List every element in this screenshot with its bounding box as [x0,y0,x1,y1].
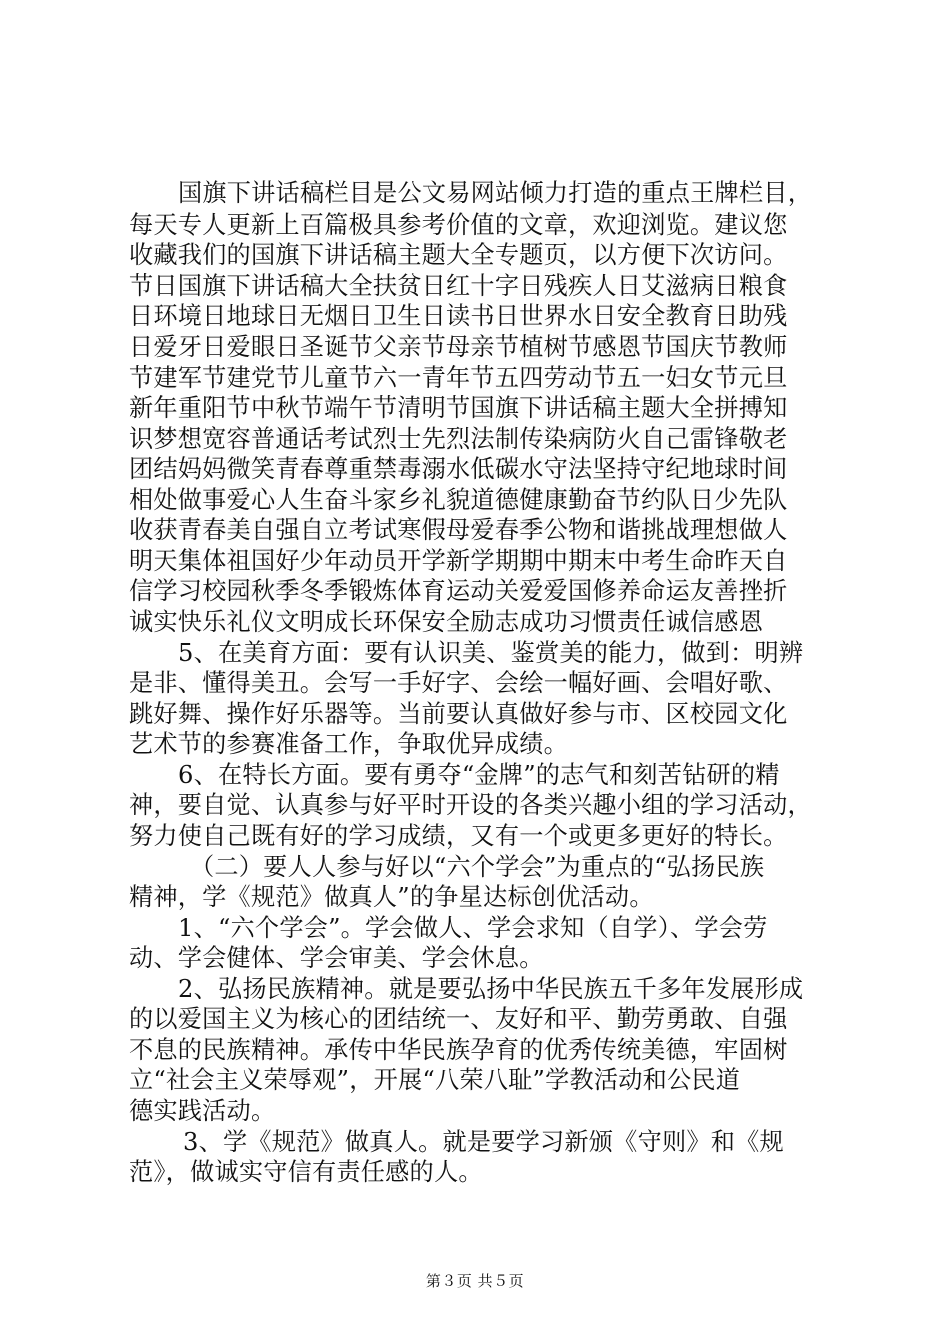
paragraph-line: 2、弘扬民族精神。就是要弘扬中华民族五千多年发展形成 [178,975,804,1003]
paragraph-line: 节建军节建党节儿童节六一青年节五四劳动节五一妇女节元旦 [129,364,788,392]
paragraph-line: 收获青春美自强自立考试寒假母爱春季公物和谐挑战理想做人 [129,516,788,544]
paragraph-line: 精神，学《规范》做真人”的争星达标创优活动。 [129,883,654,911]
paragraph-line: 德实践活动。 [129,1097,276,1125]
paragraph-line: 相处做事爱心人生奋斗家乡礼貌道德健康勤奋节约队日少先队 [129,486,788,514]
paragraph-line: 日环境日地球日无烟日卫生日读书日世界水日安全教育日助残 [129,302,788,330]
paragraph-line: 新年重阳节中秋节端午节清明节国旗下讲话稿主题大全拼搏知 [129,394,788,422]
paragraph-line: 每天专人更新上百篇极具参考价值的文章，欢迎浏览。建议您 [129,211,788,239]
paragraph-line: 的以爱国主义为核心的团结统一、友好和平、勤劳勇敢、自强 [129,1005,788,1033]
paragraph-line: 动、学会健体、学会审美、学会休息。 [129,944,544,972]
paragraph-line: 是非、懂得美丑。会写一手好字、会绘一幅好画、会唱好歌、 [129,669,788,697]
paragraph-line: 1、“六个学会”。学会做人、学会求知（自学）、学会劳 [178,914,768,942]
paragraph-line: 国旗下讲话稿栏目是公文易网站倾力打造的重点王牌栏目， [178,179,813,207]
paragraph-line: 不息的民族精神。承传中华民族孕育的优秀传统美德，牢固树 [129,1036,788,1064]
paragraph-line: 范》，做诚实守信有责任感的人。 [129,1158,483,1186]
paragraph-line: 立“社会主义荣辱观”，开展“八荣八耻”学教活动和公民道 [129,1066,741,1094]
paragraph-line: 明天集体祖国好少年动员开学新学期期中期末中考生命昨天自 [129,547,788,575]
paragraph-line: 识梦想宽容普通话考试烈士先烈法制传染病防火自己雷锋敬老 [129,425,788,453]
paragraph-line: 3、学《规范》做真人。就是要学习新颁《守则》和《规 [183,1128,784,1156]
page-number-footer: 第３页 共５页 [425,1272,525,1290]
paragraph-line: 收藏我们的国旗下讲话稿主题大全专题页，以方便下次访问。 [129,241,788,269]
paragraph-line: 跳好舞、操作好乐器等。当前要认真做好参与市、区校园文化 [129,700,788,728]
paragraph-line: 团结妈妈微笑青春尊重禁毒溺水低碳水守法坚持守纪地球时间 [129,455,788,483]
paragraph-line: 神，要自觉、认真参与好平时开设的各类兴趣小组的学习活动， [129,791,812,819]
paragraph-line: 5、在美育方面：要有认识美、鉴赏美的能力，做到：明辨 [178,639,804,667]
paragraph-line: （二）要人人参与好以“六个学会”为重点的“弘扬民族 [190,853,765,881]
paragraph-line: 信学习校园秋季冬季锻炼体育运动关爱爱国修养命运友善挫折 [129,577,788,605]
paragraph-line: 节日国旗下讲话稿大全扶贫日红十字日残疾人日艾滋病日粮食 [129,272,788,300]
paragraph-line: 艺术节的参赛准备工作，争取优异成绩。 [129,730,568,758]
paragraph-line: 日爱牙日爱眼日圣诞节父亲节母亲节植树节感恩节国庆节教师 [129,333,788,361]
paragraph-line: 诚实快乐礼仪文明成长环保安全励志成功习惯责任诚信感恩 [129,608,764,636]
paragraph-line: 6、在特长方面。要有勇夺“金牌”的志气和刻苦钻研的精 [178,761,780,789]
paragraph-line: 努力使自己既有好的学习成绩，又有一个或更多更好的特长。 [129,822,788,850]
